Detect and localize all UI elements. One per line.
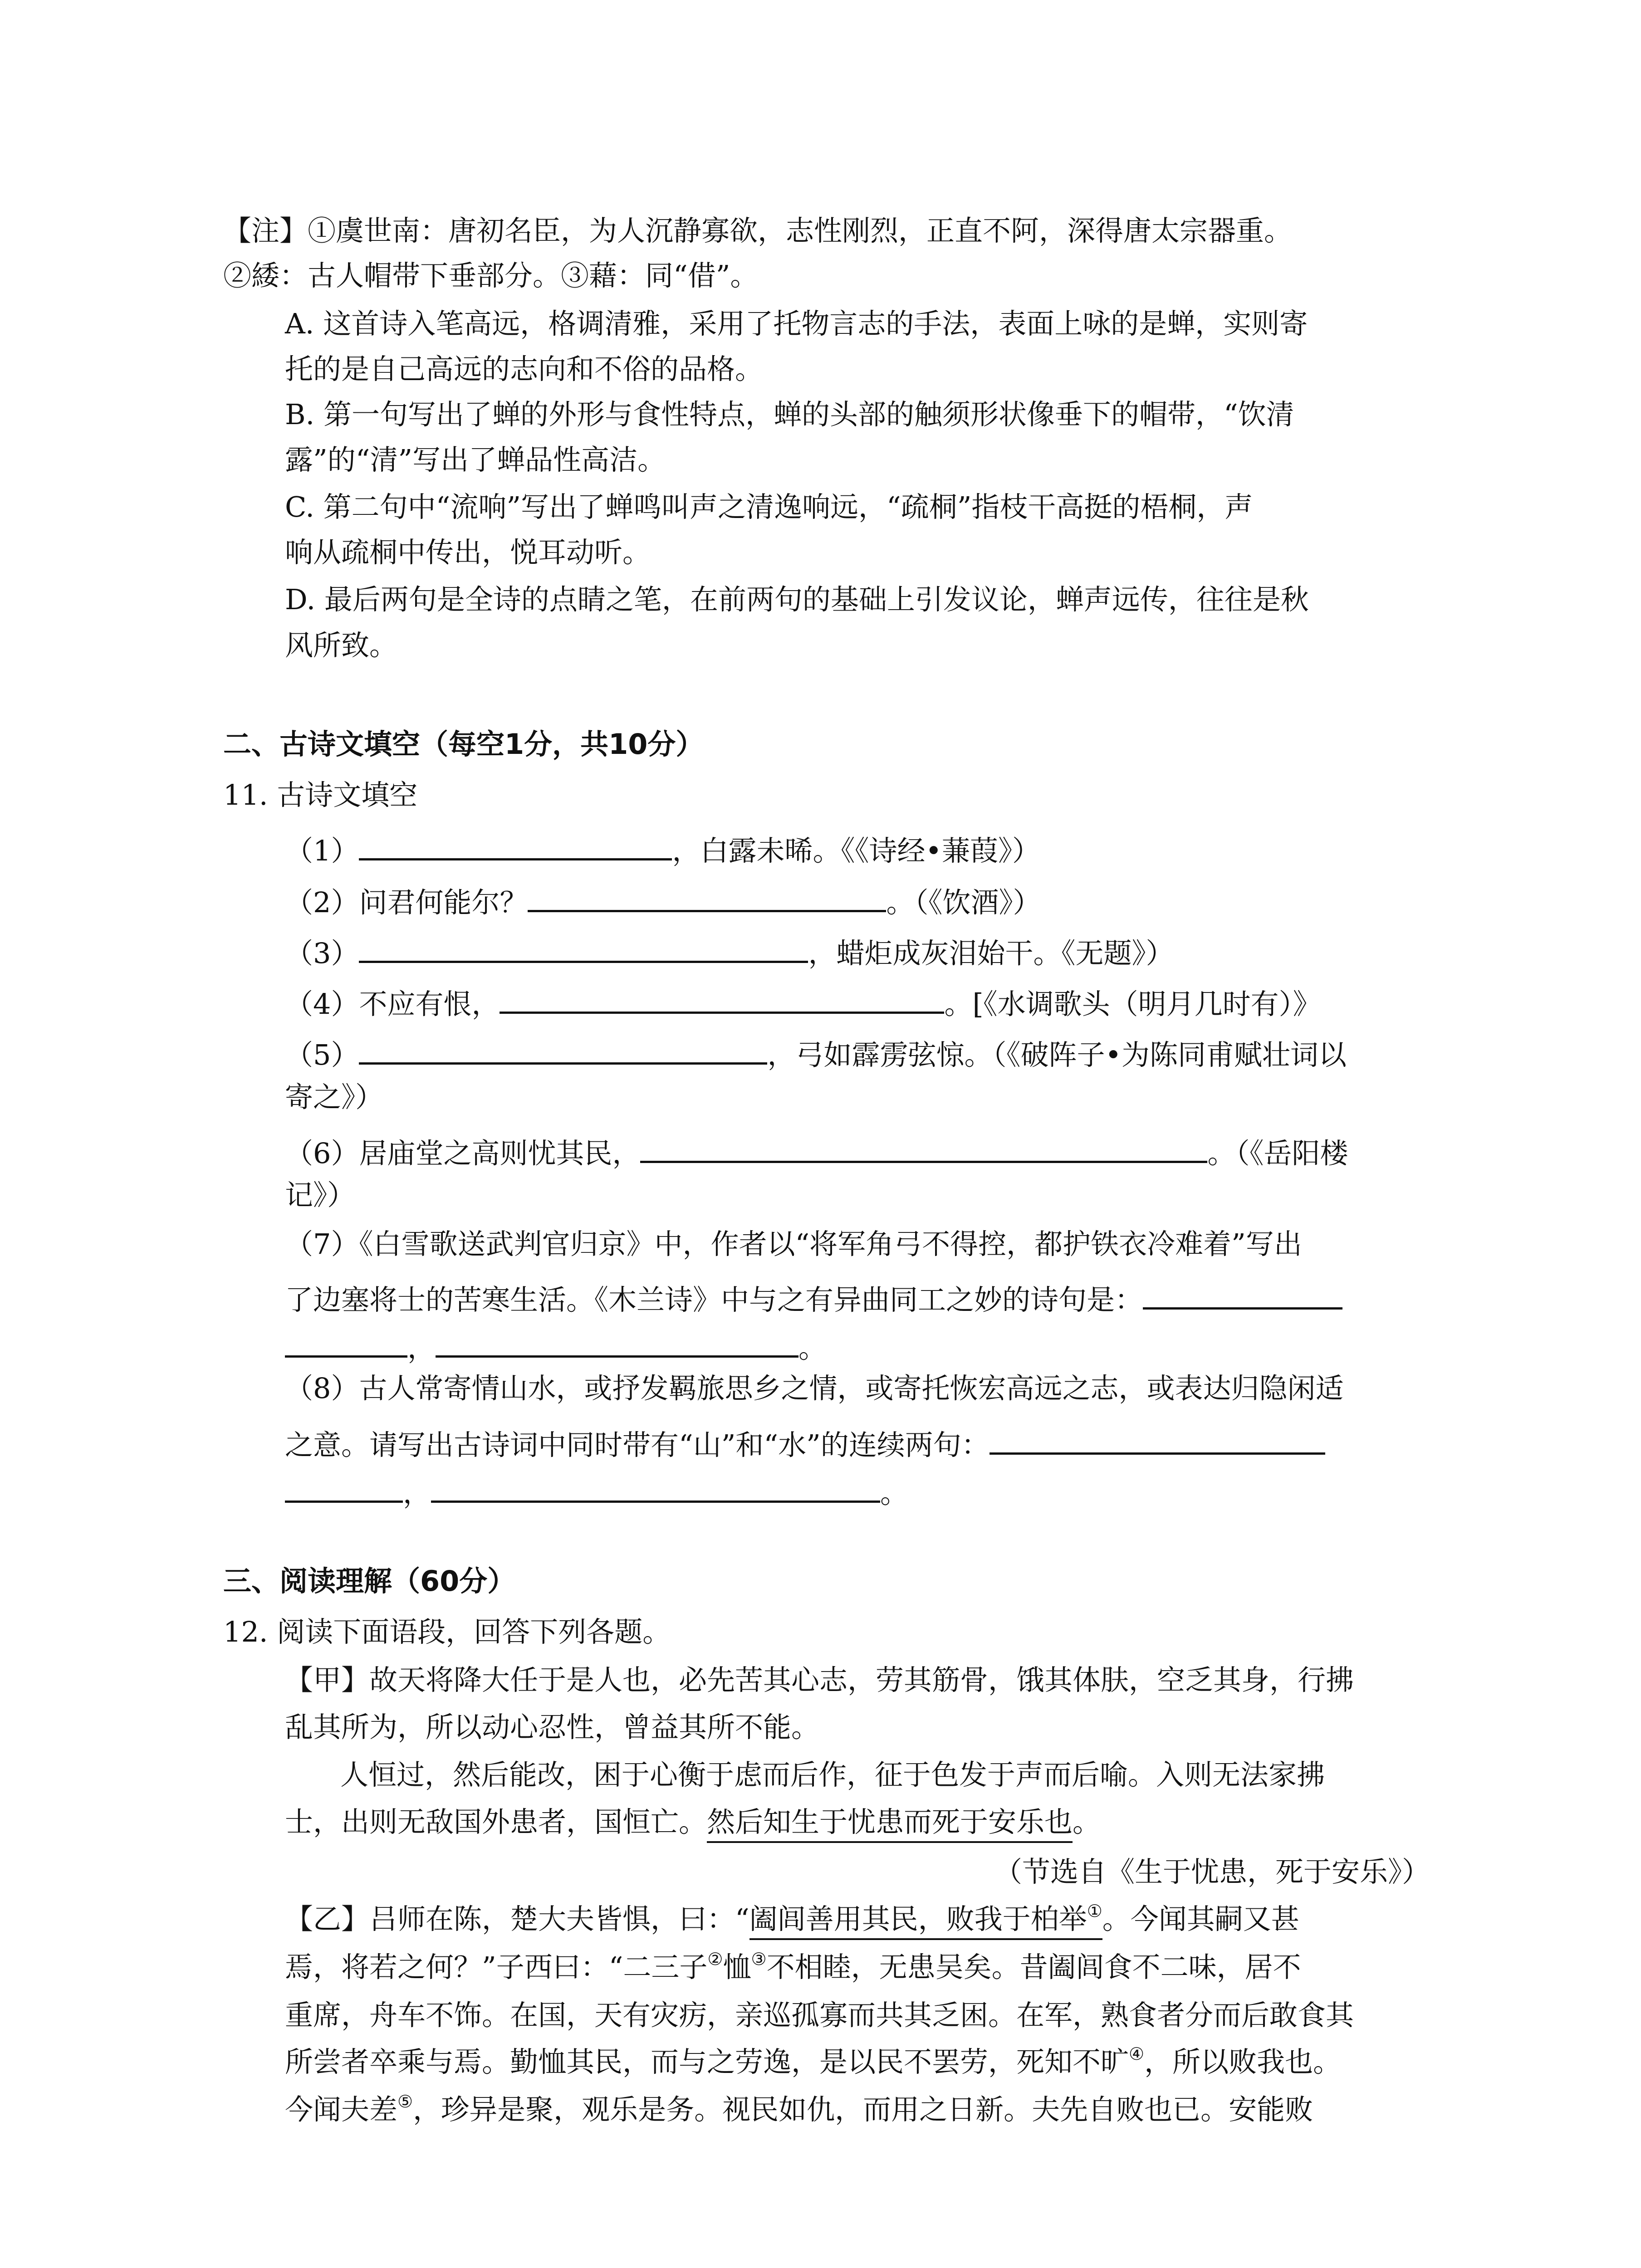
- underlined-sentence-yi: 阖闾善用其民，败我于柏举①: [749, 1902, 1102, 1940]
- question-11-title: 11. 古诗文填空: [223, 778, 418, 811]
- fill-item-5: （5） ，弓如霹雳弦惊。（《破阵子•为陈同甫赋壮词以: [285, 1034, 1347, 1069]
- fill-item-6: （6）居庙堂之高则忧其民， 。（《岳阳楼: [285, 1133, 1348, 1168]
- footnote-mark-1: ①: [1087, 1901, 1102, 1921]
- passage-jia-line-2: 乱其所为，所以动心忍性，曾益其所不能。: [285, 1711, 820, 1744]
- fill-item-8-line-3: ， 。: [285, 1472, 908, 1507]
- option-c-line-2: 响从疏桐中传出，悦耳动听。: [285, 536, 651, 569]
- passage-yi-line-4: 所尝者卒乘与焉。勤恤其民，而与之劳逸，是以民不罢劳，死知不旷④，所以败我也。: [285, 2044, 1342, 2078]
- option-a-line-1: A. 这首诗入笔高远，格调清雅，采用了托物言志的手法，表面上咏的是蝉，实则寄: [285, 307, 1308, 340]
- passage-jia-line-3: 人恒过，然后能改，困于心衡于虑而后作，征于色发于声而后喻。入则无法家拂: [340, 1758, 1325, 1791]
- question-12-title: 12. 阅读下面语段，回答下列各题。: [223, 1615, 671, 1648]
- answer-blank-1[interactable]: [359, 830, 672, 860]
- answer-blank-5[interactable]: [359, 1034, 767, 1065]
- option-d-line-2: 风所致。: [285, 629, 398, 662]
- fill-item-1: （1） ，白露未晞。《《诗经•蒹葭》）: [285, 830, 1040, 865]
- underlined-sentence-jia: 然后知生于忧患而死于安乐也: [707, 1805, 1073, 1843]
- note-line-2: ②緌：古人帽带下垂部分。③藉：同“借”。: [223, 259, 759, 292]
- passage-jia-source: （节选自《生于忧患，死于安乐》）: [994, 1855, 1430, 1888]
- footnote-mark-3: ③: [751, 1949, 767, 1969]
- fill-item-7-line-3: ， 。: [285, 1327, 827, 1362]
- answer-blank-7c[interactable]: [436, 1327, 798, 1358]
- footnote-mark-5: ⑤: [397, 2092, 413, 2112]
- answer-blank-2[interactable]: [528, 882, 886, 912]
- answer-blank-7b[interactable]: [285, 1327, 407, 1358]
- footnote-mark-4: ④: [1129, 2044, 1145, 2064]
- answer-blank-6[interactable]: [640, 1133, 1207, 1163]
- fill-item-8-line-2: 之意。请写出古诗词中同时带有“山”和“水”的连续两句：: [285, 1424, 1325, 1459]
- answer-blank-7a[interactable]: [1143, 1279, 1342, 1310]
- fill-item-4: （4）不应有恨， 。[《水调歌头（明月几时有）》: [285, 983, 1321, 1018]
- fill-item-3: （3） ，蜡炬成灰泪始干。《无题》）: [285, 933, 1174, 968]
- passage-jia-line-4: 士，出则无敌国外患者，国恒亡。然后知生于忧患而死于安乐也。: [285, 1808, 1101, 1836]
- passage-jia-line-1: 【甲】故天将降大任于是人也，必先苦其心志，劳其筋骨，饿其体肤，空乏其身，行拂: [285, 1663, 1354, 1696]
- footnote-mark-2: ②: [707, 1949, 723, 1969]
- note-line-1: 【注】①虞世南：唐初名臣，为人沉静寡欲，志性刚烈，正直不阿，深得唐太宗器重。: [223, 214, 1293, 247]
- fill-item-7-line-2: 了边塞将士的苦寒生活。《木兰诗》中与之有异曲同工之妙的诗句是：: [285, 1279, 1342, 1314]
- answer-blank-4[interactable]: [500, 983, 944, 1014]
- fill-item-5-line-2: 寄之》）: [285, 1080, 384, 1114]
- passage-yi-line-5: 今闻夫差⑤，珍异是聚，观乐是务。视民如仇，而用之日新。夫先自败也已。安能败: [285, 2092, 1313, 2126]
- section-2-heading: 二、古诗文填空（每空1分，共10分）: [223, 728, 704, 761]
- option-c-line-1: C. 第二句中“流响”写出了蝉鸣叫声之清逸响远，“疏桐”指枝干高挺的梧桐，声: [285, 490, 1253, 523]
- answer-blank-8b[interactable]: [285, 1472, 403, 1503]
- passage-yi-line-1: 【乙】吕师在陈，楚大夫皆惧，曰：“阖闾善用其民，败我于柏举①。今闻其嗣又甚: [285, 1905, 1299, 1933]
- option-b-line-2: 露”的“清”写出了蝉品性高洁。: [285, 443, 666, 476]
- option-a-line-2: 托的是自己高远的志向和不俗的品格。: [285, 352, 764, 386]
- fill-item-2: （2）问君何能尔？ 。（《饮酒》）: [285, 882, 1041, 917]
- answer-blank-3[interactable]: [359, 933, 808, 963]
- passage-yi-line-2: 焉，将若之何？”子西曰：“二三子②恤③不相睦，无患吴矣。昔阖闾食不二味，居不: [285, 1949, 1301, 1984]
- answer-blank-8c[interactable]: [431, 1472, 880, 1503]
- fill-item-6-line-2: 记》）: [285, 1178, 356, 1212]
- option-b-line-1: B. 第一句写出了蝉的外形与食性特点，蝉的头部的触须形状像垂下的帽带，“饮清: [285, 398, 1294, 431]
- option-d-line-1: D. 最后两句是全诗的点睛之笔，在前两句的基础上引发议论，蝉声远传，往往是秋: [285, 583, 1309, 616]
- answer-blank-8a[interactable]: [989, 1424, 1325, 1455]
- passage-yi-line-3: 重席，舟车不饰。在国，天有灾疠，亲巡孤寡而共其乏困。在军，熟食者分而后敢食其: [285, 1999, 1354, 2032]
- section-3-heading: 三、阅读理解（60分）: [223, 1564, 516, 1598]
- fill-item-8-line-1: （8）古人常寄情山水，或抒发羁旅思乡之情，或寄托恢宏高远之志，或表达归隐闲适: [285, 1372, 1344, 1405]
- fill-item-7-line-1: （7）《白雪歌送武判官归京》中，作者以“将军角弓不得控，都护铁衣冷难着”写出: [285, 1227, 1302, 1261]
